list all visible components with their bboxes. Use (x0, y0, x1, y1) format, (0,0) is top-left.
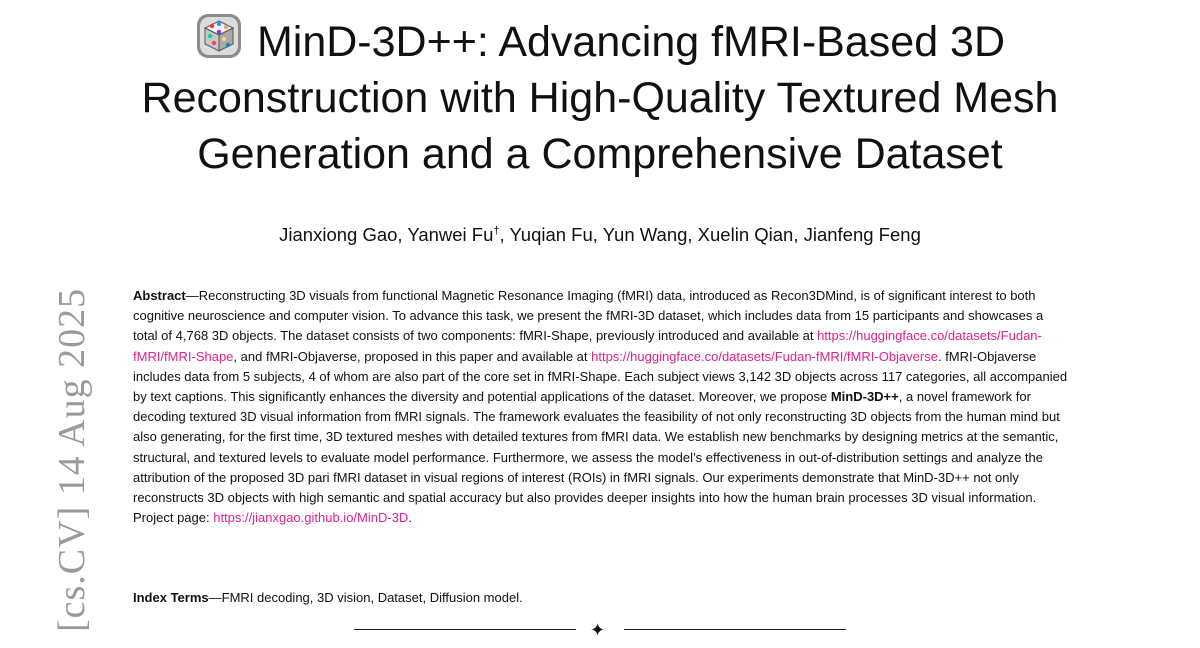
abstract-heading: Abstract (133, 288, 186, 303)
paper-title (60, 12, 1140, 182)
index-terms (133, 590, 1068, 605)
arxiv-side-stamp: [cs.CV] 14 Aug 2025 (51, 287, 93, 632)
cube-logo-icon (195, 12, 243, 60)
corresponding-author-mark: † (493, 224, 500, 237)
abstract-text-4: , a novel framework for decoding textured 3D visual information from fMRI signals. The framework evaluates the feasibility of not only reconstructing 3D objects from the human mind but also generating, for the first time, 3D textured meshes with detailed textures from fMRI data. We establish new benchmarks by designing metrics at the semantic, structural, and textured levels to evaluate model performance. Furthermore, we assess the model’s effectiveness in out-of-distribution settings and analyze the attribution of the proposed 3D pari fMRI dataset in visual regions of interest (ROIs) in fMRI signals. Our experiments demonstrate that MinD-3D++ not only reconstructs 3D objects with high semantic and spatial accuracy but also provides deeper insights into how the human brain processes 3D visual information. Project page: (133, 389, 1060, 526)
method-name: MinD-3D++ (830, 389, 899, 405)
divider-rule-right (624, 629, 846, 630)
authors-text-a: Jianxiong Gao, Yanwei Fu (279, 224, 494, 245)
abstract-text-2: , and fMRI-Objaverse, proposed in this paper and available at (233, 348, 592, 364)
title-line-2: Reconstruction with High-Quality Textured Mesh (141, 74, 1059, 122)
title-line-1-text: MinD-3D++: Advancing fMRI-Based 3D (256, 18, 1006, 66)
fmri-objaverse-link[interactable]: https://huggingface.co/datasets/Fudan-fMRI/fMRI-Objaverse (591, 348, 938, 364)
abstract-paragraph (133, 286, 1068, 528)
title-line-1 (60, 12, 1140, 70)
project-page-link[interactable]: https://jianxgao.github.io/MinD-3D (213, 510, 409, 526)
abstract-text-3: . fMRI-Objaverse includes data from 5 subjects, 4 of whom are also part of the core set in fMRI-Shape. Each subject views 3,142 3D objects across 117 categories, all accompanied by text captions. This significantly enhances the diversity and potential applications of the dataset. Moreover, we propose (133, 348, 1068, 405)
title-line-3: Generation and a Comprehensive Dataset (197, 130, 1003, 178)
divider-star-icon: ✦ (590, 620, 606, 640)
section-divider (354, 620, 846, 640)
fmri-shape-link[interactable]: https://huggingface.co/datasets/Fudan-fMRI/fMRI-Shape (133, 328, 1042, 364)
index-terms-text: —FMRI decoding, 3D vision, Dataset, Diffusion model. (208, 590, 523, 605)
divider-rule-left (354, 629, 576, 630)
index-terms-heading: Index Terms (133, 590, 209, 605)
authors-text-b: , Yuqian Fu, Yun Wang, Xuelin Qian, Jianfeng Feng (499, 224, 921, 245)
abstract-text-1: —Reconstructing 3D visuals from functional Magnetic Resonance Imaging (fMRI) data, introduced as Recon3DMind, is of significant interest to both cognitive neuroscience and computer vision. To advance this task, we present the fMRI-3D dataset, which includes data from 15 participants and showcases a total of 4,768 3D objects. The dataset consists of two components: fMRI-Shape, previously introduced and available at (133, 288, 1044, 344)
abstract-text-5: . (408, 510, 412, 526)
author-list (0, 224, 1200, 246)
